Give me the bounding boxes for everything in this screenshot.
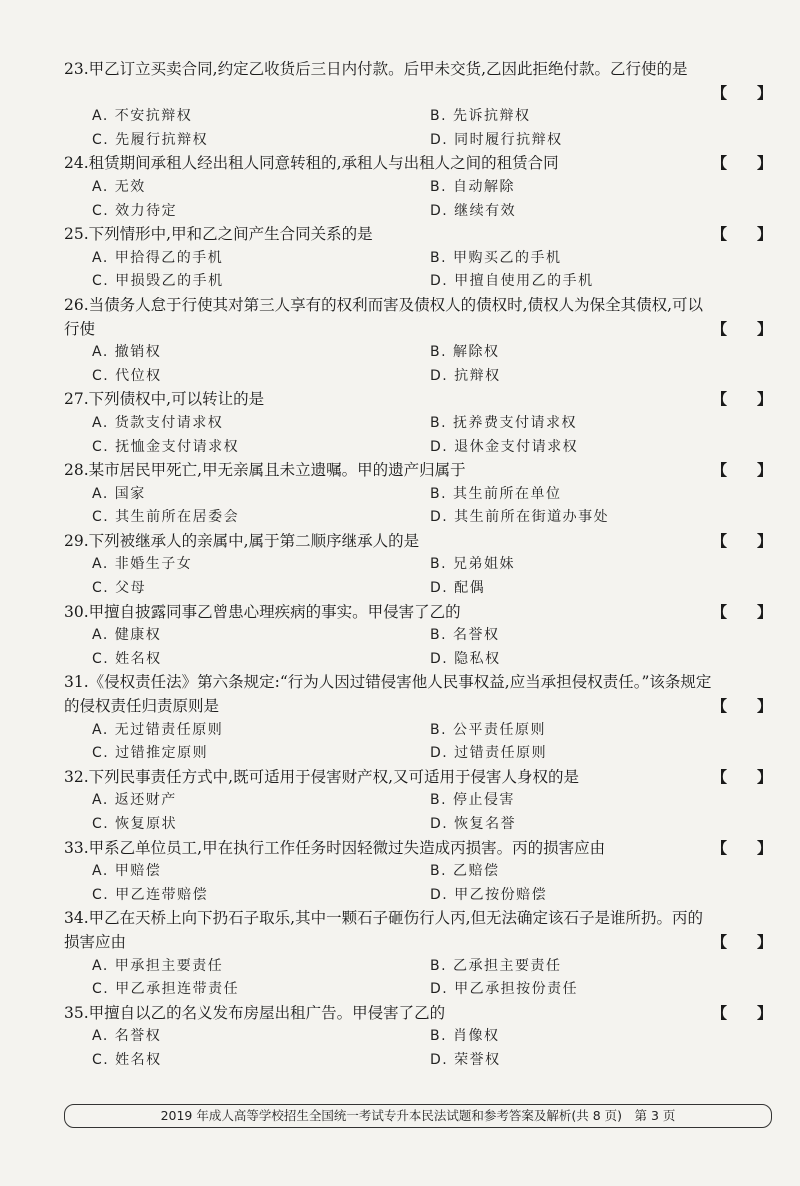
answer-option: B. 抚养费支付请求权 (430, 414, 578, 431)
question-stem: 28.某市居民甲死亡,甲无亲属且未立遗嘱。甲的遗产归属于 (64, 461, 466, 480)
answer-option: D. 过错责任原则 (430, 745, 548, 762)
question-stem: 25.下列情形中,甲和乙之间产生合同关系的是 (64, 225, 373, 244)
answer-option: D. 继续有效 (430, 202, 517, 219)
answer-option: D. 甲乙按份赔偿 (430, 886, 548, 903)
answer-bracket: 【 】 (711, 319, 772, 338)
answer-bracket: 【 】 (711, 225, 772, 244)
question (64, 294, 776, 388)
question-stem: 23.甲乙订立买卖合同,约定乙收货后三日内付款。后甲未交货,乙因此拒绝付款。乙行使的是 (64, 60, 688, 78)
answer-option: B. 解除权 (430, 344, 500, 361)
answer-option: D. 甲乙承担按份责任 (430, 981, 579, 998)
question-stem-row (64, 1002, 776, 1026)
question (64, 152, 776, 223)
answer-option: B. 肖像权 (430, 1028, 500, 1045)
answer-option: B. 先诉抗辩权 (430, 108, 531, 125)
answer-bracket: 【 】 (711, 461, 772, 480)
answer-bracket: 【 】 (711, 83, 772, 102)
question (64, 671, 776, 765)
answer-bracket: 【 】 (711, 602, 772, 621)
answer-option: A. 甲拾得乙的手机 (92, 249, 224, 266)
answer-option: D. 同时履行抗辩权 (430, 131, 563, 148)
answer-option: B. 名誉权 (430, 627, 500, 644)
question-stem: 27.下列债权中,可以转让的是 (64, 390, 265, 409)
question-stem: 24.租赁期间承租人经出租人同意转租的,承租人与出租人之间的租赁合同 (64, 154, 559, 173)
answer-option: C. 姓名权 (92, 1051, 162, 1068)
answer-option: A. 无过错责任原则 (92, 721, 224, 738)
question (64, 388, 776, 459)
question-stem: 35.甲擅自以乙的名义发布房屋出租广告。甲侵害了乙的 (64, 1003, 446, 1022)
answer-option: A. 返还财产 (92, 792, 177, 809)
options-grid (64, 247, 776, 294)
answer-option: C. 先履行抗辩权 (92, 131, 209, 148)
answer-bracket: 【 】 (711, 767, 772, 786)
answer-option: B. 其生前所在单位 (430, 485, 562, 502)
answer-option: D. 恢复名誉 (430, 816, 517, 832)
answer-option: B. 停止侵害 (430, 792, 516, 809)
answer-option: C. 恢复原状 (92, 816, 178, 832)
answer-option: B. 甲购买乙的手机 (430, 249, 562, 266)
answer-option: C. 抚恤金支付请求权 (92, 438, 240, 455)
answer-option: A. 甲赔偿 (92, 863, 162, 880)
question-stem: 33.甲系乙单位员工,甲在执行工作任务时因轻微过失造成丙损害。丙的损害应由 (64, 838, 606, 857)
options-grid (64, 624, 776, 671)
question-stem-row (64, 837, 776, 861)
options-grid (64, 719, 776, 766)
answer-option: C. 其生前所在居委会 (92, 509, 240, 526)
question (64, 766, 776, 837)
answer-option: A. 无效 (92, 178, 146, 195)
question (64, 1002, 776, 1073)
options-grid (64, 1025, 776, 1072)
answer-option: B. 自动解除 (430, 178, 516, 195)
answer-option: A. 不安抗辩权 (92, 108, 193, 125)
answer-option: B. 乙承担主要责任 (430, 957, 562, 974)
question (64, 459, 776, 530)
question-stem-row (64, 907, 776, 954)
question-stem-row (64, 530, 776, 554)
question-stem-row (64, 58, 776, 82)
question (64, 223, 776, 294)
question (64, 837, 776, 908)
answer-option: C. 姓名权 (92, 650, 162, 667)
question-list (64, 58, 776, 1073)
answer-bracket: 【 】 (711, 932, 772, 951)
answer-option: D. 其生前所在街道办事处 (430, 509, 610, 526)
question (64, 58, 776, 152)
question (64, 601, 776, 672)
answer-bracket: 【 】 (711, 1003, 772, 1022)
answer-option: C. 甲损毁乙的手机 (92, 273, 224, 290)
answer-option: A. 健康权 (92, 627, 162, 644)
answer-bracket: 【 】 (711, 531, 772, 550)
answer-option: A. 甲承担主要责任 (92, 957, 224, 974)
answer-option: D. 荣誉权 (430, 1051, 501, 1068)
question-stem-row (64, 601, 776, 625)
question (64, 907, 776, 1001)
options-grid (64, 860, 776, 907)
options-grid (64, 483, 776, 530)
page-footer: 2019 年成人高等学校招生全国统一考试专升本民法试题和参考答案及解析(共 8 页) 第 3 页 (64, 1104, 772, 1128)
answer-option: D. 退休金支付请求权 (430, 438, 579, 455)
answer-option: A. 撤销权 (92, 344, 162, 361)
answer-option: C. 效力待定 (92, 202, 178, 219)
answer-option: C. 过错推定原则 (92, 745, 209, 762)
question-stem-row (64, 223, 776, 247)
options-grid (64, 553, 776, 600)
question (64, 530, 776, 601)
options-grid (64, 105, 776, 152)
answer-option: D. 配偶 (430, 580, 486, 597)
answer-option: A. 国家 (92, 485, 146, 502)
options-grid (64, 176, 776, 223)
question-stem: 29.下列被继承人的亲属中,属于第二顺序继承人的是 (64, 531, 420, 550)
answer-option: A. 名誉权 (92, 1028, 162, 1045)
answer-option: C. 甲乙承担连带责任 (92, 981, 240, 998)
question-stem-row (64, 152, 776, 176)
answer-option: D. 抗辩权 (430, 367, 501, 384)
answer-bracket: 【 】 (711, 154, 772, 173)
answer-option: A. 货款支付请求权 (92, 414, 224, 431)
options-grid (64, 341, 776, 388)
options-grid (64, 412, 776, 459)
question-stem-row (64, 671, 776, 718)
answer-option: B. 乙赔偿 (430, 863, 500, 880)
question-stem-row (64, 766, 776, 790)
answer-bracket: 【 】 (711, 838, 772, 857)
question-stem: 32.下列民事责任方式中,既可适用于侵害财产权,又可适用于侵害人身权的是 (64, 767, 580, 786)
question-stem-row (64, 294, 776, 341)
answer-option: D. 甲擅自使用乙的手机 (430, 273, 594, 290)
options-grid (64, 955, 776, 1002)
answer-bracket: 【 】 (711, 390, 772, 409)
answer-option: C. 父母 (92, 580, 147, 597)
answer-option: C. 代位权 (92, 367, 162, 384)
question-stem: 31.《侵权责任法》第六条规定:“行为人因过错侵害他人民事权益,应当承担侵权责任。”该条规定的侵权责任归责原则是 (64, 673, 712, 716)
answer-option: A. 非婚生子女 (92, 556, 193, 573)
question-stem: 30.甲擅自披露同事乙曾患心理疾病的事实。甲侵害了乙的 (64, 602, 461, 621)
answer-option: B. 兄弟姐妹 (430, 556, 516, 573)
answer-option: B. 公平责任原则 (430, 721, 547, 738)
answer-bracket: 【 】 (711, 697, 772, 716)
answer-option: C. 甲乙连带赔偿 (92, 886, 209, 903)
question-stem-row (64, 388, 776, 412)
question-stem-row (64, 459, 776, 483)
question-stem: 34.甲乙在天桥上向下扔石子取乐,其中一颗石子砸伤行人丙,但无法确定该石子是谁所扔。丙的损害应由 (64, 909, 704, 951)
options-grid (64, 789, 776, 836)
question-stem: 26.当债务人怠于行使其对第三人享有的权利而害及债权人的债权时,债权人为保全其债权,可以行使 (64, 295, 704, 338)
answer-option: D. 隐私权 (430, 650, 501, 667)
